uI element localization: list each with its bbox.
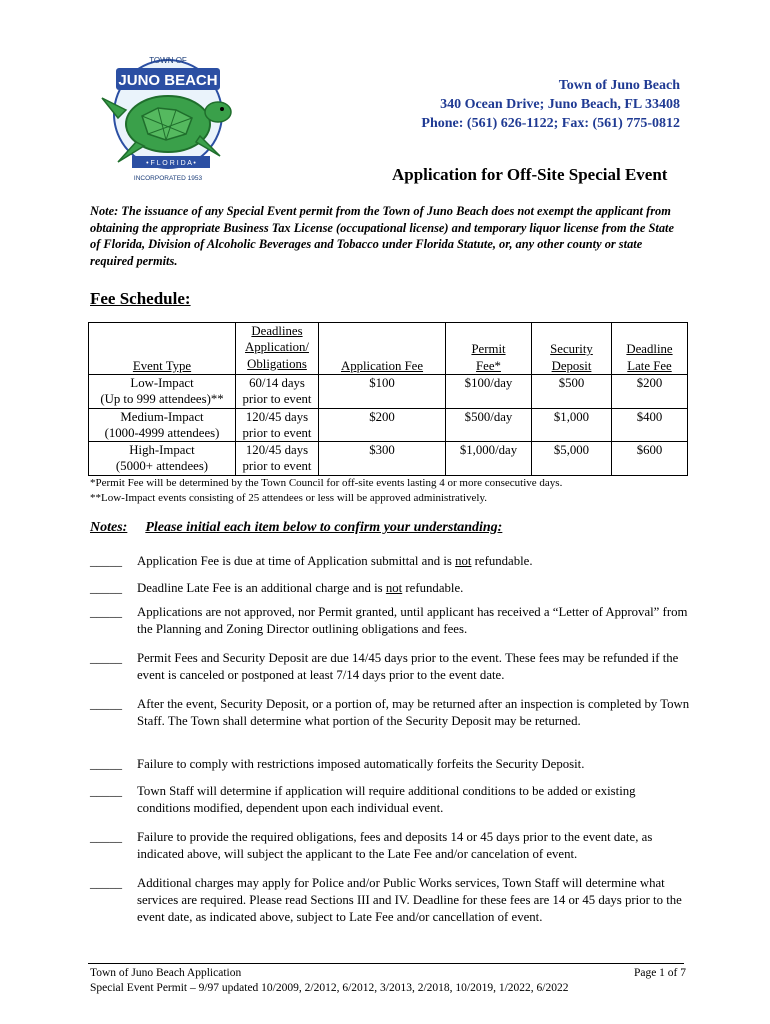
cell-security-deposit: $1,000 xyxy=(532,408,612,442)
initial-blank[interactable]: _____ xyxy=(90,651,122,665)
list-item-text xyxy=(137,696,690,730)
deadline-days: 120/45 days xyxy=(245,443,309,458)
col-late-line2: Late Fee xyxy=(627,358,672,373)
initial-blank[interactable]: _____ xyxy=(90,697,122,711)
event-type-attendees: (5000+ attendees) xyxy=(115,459,209,474)
list-item xyxy=(90,783,690,817)
footnote-permit-fee: *Permit Fee will be determined by the Town Council for off-site events lasting 4 or more consecutive days. xyxy=(90,477,563,489)
list-item xyxy=(90,829,690,863)
initial-blank[interactable]: _____ xyxy=(90,605,122,619)
sea-turtle-icon xyxy=(88,52,248,184)
item-text-main: Application Fee is due at time of Application submittal and is xyxy=(137,554,456,568)
list-item-text xyxy=(137,756,690,773)
col-permit-fee xyxy=(446,323,532,375)
deadline-note: prior to event xyxy=(242,392,312,407)
list-item-text xyxy=(137,604,690,638)
fee-footnotes xyxy=(90,476,562,506)
cell-security-deposit: $5,000 xyxy=(532,442,612,476)
table-row xyxy=(89,375,688,409)
list-item xyxy=(90,650,690,684)
item-text-main: Additional charges may apply for Police and/or Public Works services, Town Staff will determine what services are required. Please read Sections III and IV. Deadline for these fees are 14 or 45 days prior to the event date, as indicated above, subject to Late Fee and/or cancellation of event. xyxy=(137,876,682,924)
initial-blank[interactable]: _____ xyxy=(90,830,122,844)
town-phone: Phone: (561) 626-1122; Fax: (561) 775-0812 xyxy=(421,116,680,131)
svg-text:INCORPORATED 1953: INCORPORATED 1953 xyxy=(133,175,203,182)
cell-application-fee: $200 xyxy=(319,408,446,442)
cell-deadline xyxy=(236,408,319,442)
initial-blank[interactable]: _____ xyxy=(90,554,122,568)
col-security-line1: Security xyxy=(550,342,593,357)
deadline-note: prior to event xyxy=(242,459,312,474)
list-item xyxy=(90,875,690,926)
item-text-emphasis: not xyxy=(385,581,403,595)
event-type-name: High-Impact xyxy=(129,443,195,458)
col-deadlines-line3: Obligations xyxy=(247,356,307,371)
deadline-days: 60/14 days xyxy=(249,376,305,390)
svg-text:JUNO BEACH: JUNO BEACH xyxy=(118,72,218,89)
notes-heading xyxy=(90,520,502,536)
footer-row xyxy=(90,966,686,981)
item-text-emphasis: not xyxy=(455,554,472,568)
cell-deadline xyxy=(236,442,319,476)
item-text-main: Applications are not approved, nor Permit granted, until applicant has received a “Letter of Approval” from the Planning and Zoning Director outlining obligations and fees. xyxy=(137,605,688,636)
col-permit-line2: Fee* xyxy=(476,358,501,373)
fee-table-header xyxy=(89,323,688,375)
notes-instruction: Please initial each item below to confirm your understanding: xyxy=(145,520,503,535)
list-item-text xyxy=(137,875,690,926)
footnote-low-impact: **Low-Impact events consisting of 25 attendees or less will be approved administratively. xyxy=(90,492,488,504)
col-event-type: Event Type xyxy=(89,323,236,375)
col-deadlines-line2: Application/ xyxy=(245,340,309,355)
initial-blank[interactable]: _____ xyxy=(90,581,122,595)
col-deadlines xyxy=(236,323,319,375)
list-item xyxy=(90,580,690,597)
svg-text:• F L O R I D A •: • F L O R I D A • xyxy=(146,160,196,167)
list-item-text xyxy=(137,783,690,817)
col-permit-line1: Permit xyxy=(471,342,506,357)
table-row xyxy=(89,408,688,442)
col-security-line2: Deposit xyxy=(551,358,592,373)
item-text-main: After the event, Security Deposit, or a portion of, may be returned after an inspection is completed by Town Staff. The Town shall determine what portion of the Security Deposit may be returned. xyxy=(137,697,690,728)
item-text-main: Permit Fees and Security Deposit are due 14/45 days prior to the event. These fees may be refunded if the event is canceled or postponed at least 7/14 days prior to the event date. xyxy=(137,651,679,682)
cell-application-fee: $300 xyxy=(319,442,446,476)
fee-schedule-title: Fee Schedule: xyxy=(90,289,191,308)
list-item xyxy=(90,604,690,638)
list-item-text xyxy=(137,553,690,570)
event-type-attendees: (1000-4999 attendees) xyxy=(104,425,220,440)
list-item xyxy=(90,756,690,773)
initial-blank[interactable]: _____ xyxy=(90,757,122,771)
fee-table xyxy=(88,322,688,476)
cell-event-type xyxy=(89,375,236,409)
item-text-main: Deadline Late Fee is an additional charge and is xyxy=(137,581,386,595)
item-text-main: Town Staff will determine if application will require additional conditions to be added or existing conditions modified, dependent upon each individual event. xyxy=(137,784,636,815)
town-address: 340 Ocean Drive; Juno Beach, FL 33408 xyxy=(440,97,680,112)
col-application-fee: Application Fee xyxy=(319,323,446,375)
event-type-attendees: (Up to 999 attendees)** xyxy=(100,392,224,407)
col-late-fee xyxy=(612,323,688,375)
initial-blank[interactable]: _____ xyxy=(90,784,122,798)
cell-event-type xyxy=(89,442,236,476)
cell-permit-fee: $100/day xyxy=(446,375,532,409)
cell-security-deposit: $500 xyxy=(532,375,612,409)
footer-revision: Special Event Permit – 9/97 updated 10/2009, 2/2012, 6/2012, 3/2013, 2/2018, 10/2019, 1/2022, 6/2022 xyxy=(90,982,569,994)
item-text-main: Failure to provide the required obligations, fees and deposits 14 or 45 days prior to the event date, as indicated above, will subject the applicant to the Late Fee and/or cancelation of event. xyxy=(137,830,653,861)
footer-divider xyxy=(88,963,684,964)
page-title: Application for Off-Site Special Event xyxy=(392,165,668,184)
col-late-line1: Deadline xyxy=(626,342,673,357)
table-row xyxy=(89,442,688,476)
list-item xyxy=(90,553,690,570)
permit-note: Note: The issuance of any Special Event permit from the Town of Juno Beach does not exempt the applicant from obtaining the appropriate Business Tax License (occupational license) and temporary liquor license from the State of Florida, Division of Alcoholic Beverages and Tobacco under Florida Statute, or, any other county or state required permits. xyxy=(90,204,674,268)
initial-blank[interactable]: _____ xyxy=(90,876,122,890)
cell-permit-fee: $500/day xyxy=(446,408,532,442)
list-item-text xyxy=(137,580,690,597)
page-footer xyxy=(90,966,686,996)
list-item-text xyxy=(137,650,690,684)
list-item xyxy=(90,696,690,730)
town-logo xyxy=(88,52,248,184)
cell-late-fee: $400 xyxy=(612,408,688,442)
cell-late-fee: $600 xyxy=(612,442,688,476)
cell-deadline xyxy=(236,375,319,409)
deadline-days: 120/45 days xyxy=(245,409,309,424)
cell-application-fee: $100 xyxy=(319,375,446,409)
item-text-end: refundable. xyxy=(471,554,533,568)
col-security-deposit xyxy=(532,323,612,375)
cell-event-type xyxy=(89,408,236,442)
col-deadlines-line1: Deadlines xyxy=(251,324,303,338)
item-text-end: refundable. xyxy=(402,581,464,595)
cell-late-fee: $200 xyxy=(612,375,688,409)
town-name: Town of Juno Beach xyxy=(558,78,680,93)
svg-text:TOWN OF: TOWN OF xyxy=(149,56,187,65)
town-contact-block xyxy=(421,76,680,133)
cell-permit-fee: $1,000/day xyxy=(446,442,532,476)
deadline-note: prior to event xyxy=(242,425,312,440)
event-type-name: Low-Impact xyxy=(130,376,194,390)
footer-doc-name: Town of Juno Beach Application xyxy=(90,967,242,979)
item-text-main: Failure to comply with restrictions imposed automatically forfeits the Security Deposit. xyxy=(137,757,585,771)
notes-label: Notes: xyxy=(90,520,128,535)
event-type-name: Medium-Impact xyxy=(120,409,204,424)
list-item-text xyxy=(137,829,690,863)
footer-page-number: Page 1 of 7 xyxy=(633,967,686,979)
